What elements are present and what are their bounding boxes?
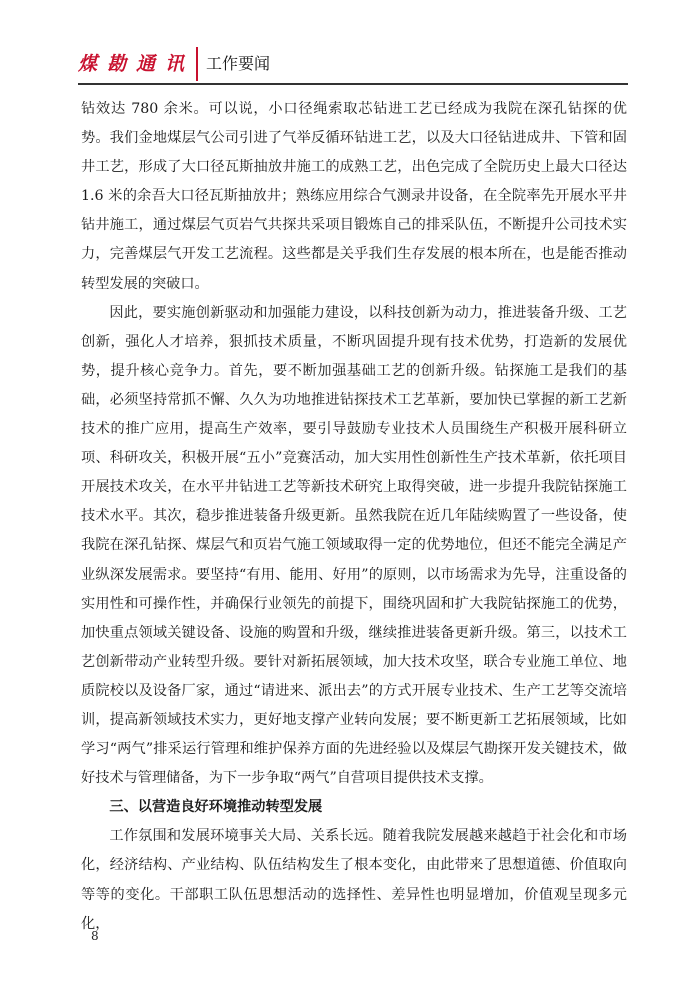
- paragraph-2: 因此，要实施创新驱动和加强能力建设，以科技创新为动力，推进装备升级、工艺创新，强化人才培养，狠抓技术质量，不断巩固提升现有技术优势，打造新的发展优势，提升核心竞争力。首先，要不断加强基础工艺的创新升级。钻探施工是我们的基础，必须坚持常抓不懈、久久为功地推进钻探技术工艺革新，要加快已掌握的新工艺新技术的推广应用，提高生产效率，要引导鼓励专业技术人员围绕生产积极开展科研立项、科研攻关，积极开展“五小”竞赛活动，加大实用性创新性生产技术革新，依托项目开展技术攻关，在水平井钻进工艺等新技术研究上取得突破，进一步提升我院钻探施工技术水平。其次，稳步推进装备升级更新。虽然我院在近几年陆续购置了一些设备，使我院在深孔钻探、煤层气和页岩气施工领域取得一定的优势地位，但还不能完全满足产业纵深发展需求。要坚持“有用、能用、好用”的原则，以市场需求为先导，注重设备的实用性和可操作性，并确保行业领先的前提下，围绕巩固和扩大我院钻探施工的优势，加快重点领域关键设备、设施的购置和升级，继续推进装备更新升级。第三，以技术工艺创新带动产业转型升级。要针对新拓展领域，加大技术攻坚，联合专业施工单位、地质院校以及设备厂家，通过“请进来、派出去”的方式开展专业技术、生产工艺等交流培训，提高新领域技术实力，更好地支撑产业转向发展；要不断更新工艺拓展领域，比如学习“两气”排采运行管理和维护保养方面的先进经验以及煤层气勘探开发关键技术，做好技术与管理储备，为下一步争取“两气”自营项目提供技术支撑。: [81, 304, 627, 787]
- paragraph-3: 工作氛围和发展环境事关大局、关系长远。随着我院发展越来越趋于社会化和市场化，经济结构、产业结构、队伍结构发生了根本变化，由此带来了思想道德、价值取向等等的变化。干部职工队伍思想活动的选择性、差异性也明显增加，价值观呈现多元化，: [81, 828, 627, 932]
- section-heading-3: 三、以营造良好环境推动转型发展: [109, 799, 323, 816]
- page-header: [78, 45, 628, 87]
- page-number: 8: [91, 929, 99, 943]
- header-rule: [78, 83, 628, 85]
- paragraph-1: 钻效达 780 余米。可以说，小口径绳索取芯钻进工艺已经成为我院在深孔钻探的优势。我们金地煤层气公司引进了气举反循环钻进工艺，以及大口径钻进成井、下管和固井工艺，形成了大口径瓦斯抽放井施工的成熟工艺，出色完成了全院历史上最大口径达 1.6 米的余吾大口径瓦斯抽放井；熟练应用综合气测录井设备，在全院率先开展水平井钻井施工，通过煤层气页岩气共探共采项目锻炼自己的排采队伍，不断提升公司技术实力，完善煤层气开发工艺流程。这些都是关乎我们生存发展的根本所在，也是能否推动转型发展的突破口。: [81, 101, 627, 292]
- section-title: 工作要闻: [206, 54, 271, 73]
- header-separator: [196, 47, 198, 81]
- publication-brand: 煤勘通讯: [78, 53, 195, 75]
- article-body: [81, 95, 627, 939]
